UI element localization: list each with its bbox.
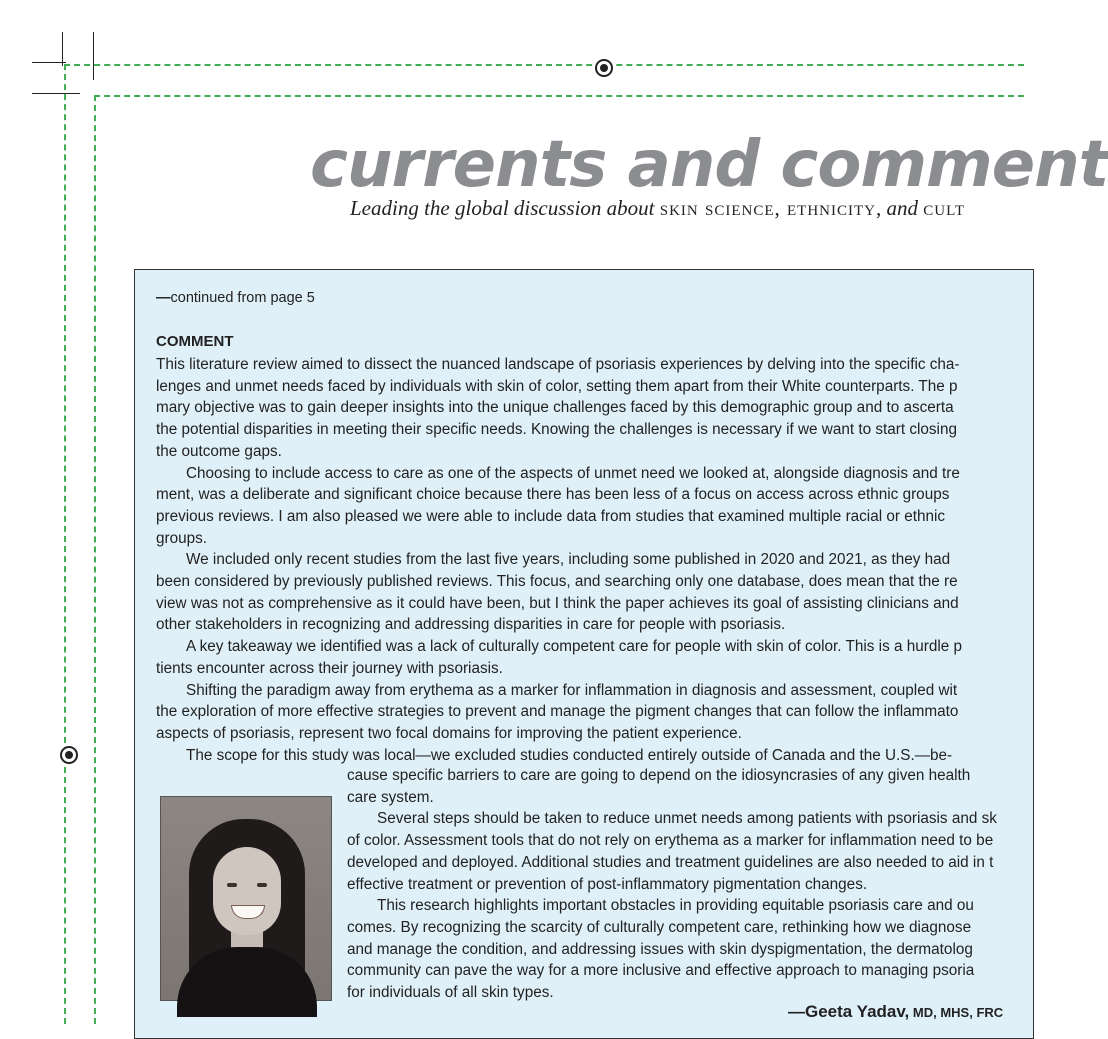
body-line: and manage the condition, and addressing issues with skin dyspigmentation, the dermatolog (347, 940, 973, 958)
article-body (156, 354, 1036, 766)
body-line: This literature review aimed to dissect the nuanced landscape of psoriasis experiences by delving into the specific cha- (156, 356, 960, 373)
body-line: community can pave the way for a more inclusive and effective approach to managing psoria (347, 962, 975, 980)
body-line: effective treatment or prevention of post-inflammatory pigmentation changes. (347, 875, 868, 893)
body-line: previous reviews. I am also pleased we were able to include data from studies that examined multiple racial or ethnic (156, 507, 946, 525)
trim-guide-left-inner (94, 95, 96, 1024)
body-line: care system. (347, 788, 434, 806)
crop-mark (93, 32, 94, 80)
masthead-tagline: Leading the global discussion about skin science, ethnicity, and cult (350, 196, 966, 220)
body-line: for individuals of all skin types. (347, 984, 554, 1002)
body-line: ment, was a deliberate and significant choice because there has been less of a focus on access across ethnic groups (156, 486, 950, 504)
body-line: other stakeholders in recognizing and addressing disparities in care for people with psoriasis. (156, 616, 786, 634)
body-line: groups. (156, 529, 208, 547)
body-line: been considered by previously published reviews. This focus, and searching only one database, does mean that the re (156, 573, 958, 591)
article-body-wrapped (347, 765, 1037, 1004)
trim-guide-top-inner (94, 95, 1024, 97)
registration-mark-icon (60, 746, 78, 764)
body-line: lenges and unmet needs faced by individuals with skin of color, setting them apart from their White counterparts. The p (156, 377, 958, 395)
body-line: the exploration of more effective strategies to prevent and manage the pigment changes that can follow the inflammato (156, 703, 959, 721)
author-signature: —Geeta Yadav, MD, MHS, FRC (788, 1002, 1004, 1021)
body-line: of color. Assessment tools that do not rely on erythema as a marker for inflammation need to be (347, 832, 994, 850)
masthead-title: currents and comment (310, 128, 1108, 202)
continued-note: —continued from page 5 (156, 290, 315, 306)
crop-mark (32, 93, 80, 94)
body-line: the outcome gaps. (156, 442, 282, 460)
body-line: comes. By recognizing the scarcity of culturally competent care, rethinking how we diagnose (347, 918, 972, 936)
section-heading: COMMENT (156, 333, 234, 350)
body-line: view was not as comprehensive as it could have been, but I think the paper achieves its goal of assisting clinicians and (156, 594, 959, 612)
body-line: tients encounter across their journey with psoriasis. (156, 659, 503, 677)
crop-mark (62, 32, 63, 66)
body-line: Several steps should be taken to reduce unmet needs among patients with psoriasis and sk (377, 810, 997, 828)
body-line: A key takeaway we identified was a lack of culturally competent care for people with skin of color. This is a hurdle p (186, 638, 963, 656)
body-line: This research highlights important obstacles in providing equitable psoriasis care and ou (377, 897, 974, 915)
trim-guide-left-outer (64, 64, 66, 1024)
trim-guide-top-outer (64, 64, 1024, 66)
body-line: Choosing to include access to care as one of the aspects of unmet need we looked at, alongside diagnosis and tre (186, 464, 960, 482)
body-line: aspects of psoriasis, represent two focal domains for improving the patient experience. (156, 724, 742, 742)
body-line: The scope for this study was local—we excluded studies conducted entirely outside of Canada and the U.S.—be- (186, 746, 953, 764)
body-line: mary objective was to gain deeper insights into the unique challenges faced by this demographic group and to ascerta (156, 399, 954, 417)
registration-mark-icon (595, 59, 613, 77)
body-line: developed and deployed. Additional studies and treatment guidelines are also needed to aid in t (347, 853, 994, 871)
body-line: cause specific barriers to care are going to depend on the idiosyncrasies of any given health (347, 767, 971, 784)
crop-mark (32, 62, 66, 63)
body-line: Shifting the paradigm away from erythema as a marker for inflammation in diagnosis and assessment, coupled wit (186, 681, 958, 699)
body-line: the potential disparities in meeting their specific needs. Knowing the challenges is necessary if we want to start closing (156, 421, 957, 439)
body-line: We included only recent studies from the last five years, including some published in 2020 and 2021, as they had (186, 551, 951, 569)
author-photo (160, 796, 332, 1001)
